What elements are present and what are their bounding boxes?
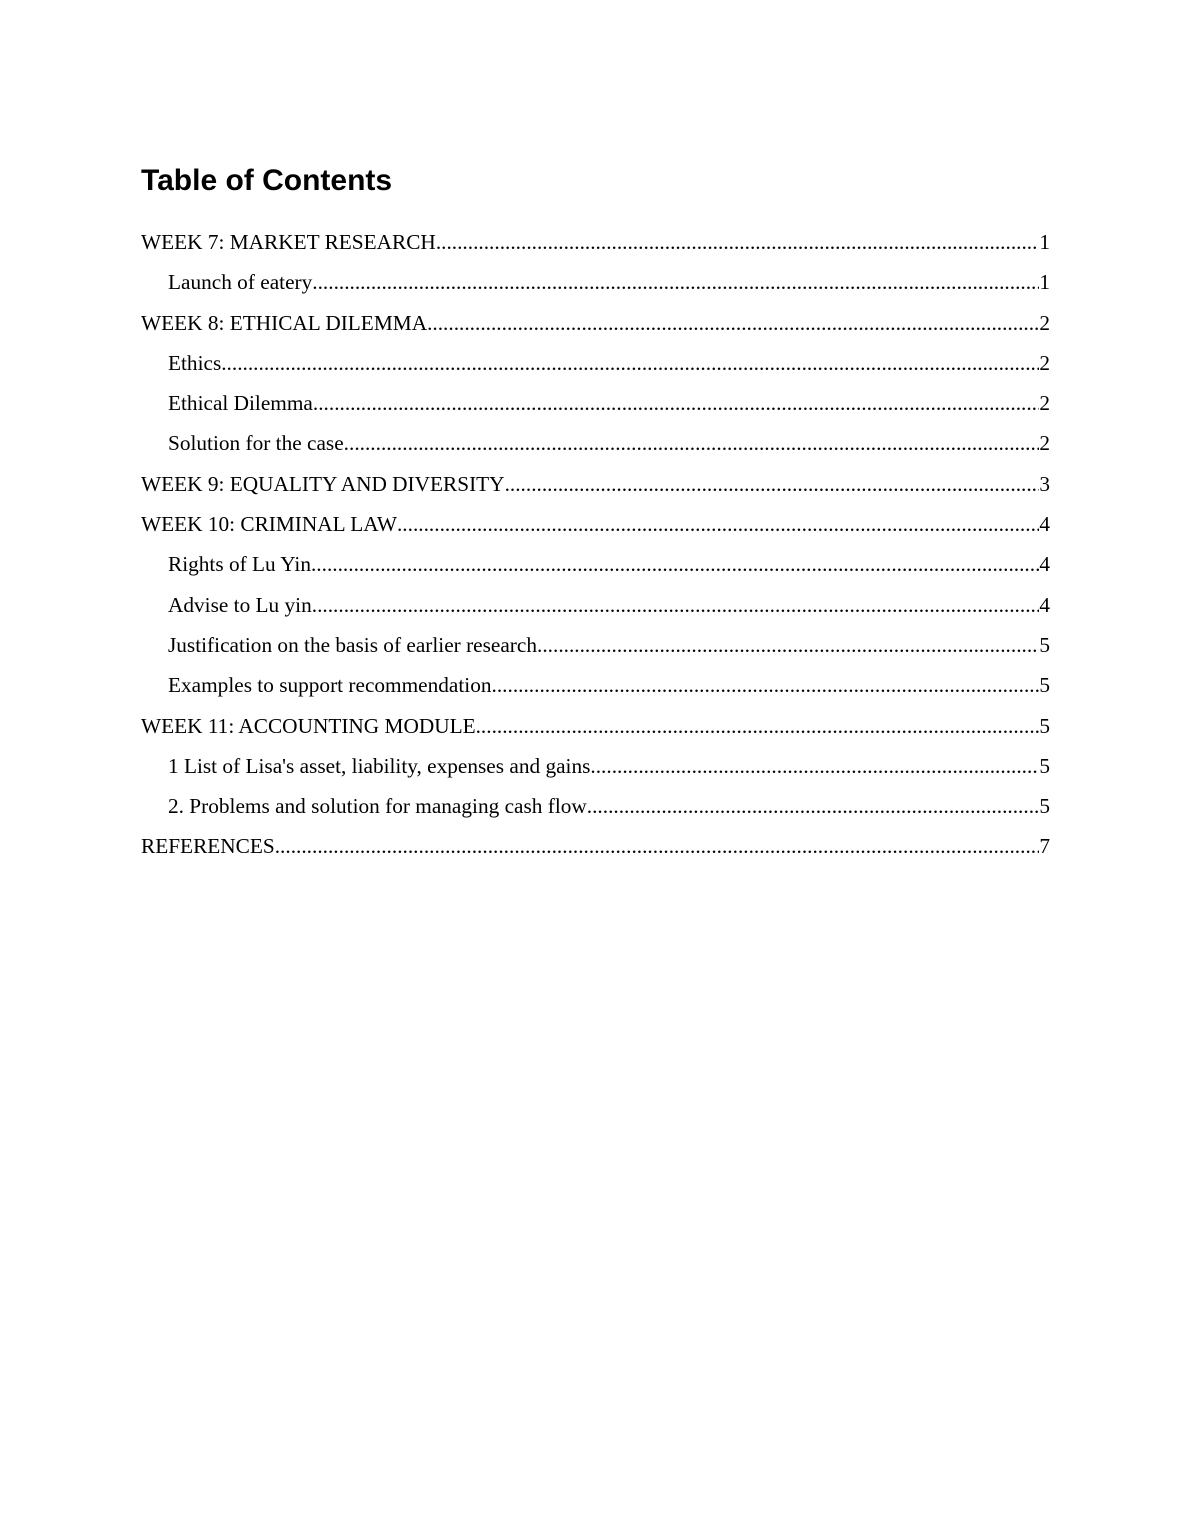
toc-entry-advise-to-lu-yin[interactable] [141,591,1050,631]
toc-entry-label: Examples to support recommendation [168,673,492,698]
toc-entry-solution-for-the-case[interactable] [141,429,1050,469]
toc-entry-label: WEEK 8: ETHICAL DILEMMA [141,310,428,335]
toc-entry-label: 1 List of Lisa's asset, liability, expenses and gains [168,753,591,778]
toc-dot-leader [476,712,1040,740]
toc-entry-week-8[interactable] [141,309,1050,349]
toc-entry-label: Advise to Lu yin [168,592,312,617]
toc-entry-page-number: 1 [1039,270,1050,295]
toc-dot-leader [427,309,1039,337]
toc-title: Table of Contents [141,164,393,197]
toc-entry-examples[interactable] [141,671,1050,711]
toc-dot-leader [492,671,1040,699]
toc-entry-justification[interactable] [141,631,1050,671]
toc-entry-page-number: 2 [1039,431,1050,456]
toc-entry-week-7[interactable] [141,228,1050,268]
toc-dot-leader [312,268,1039,296]
toc-entry-launch-of-eatery[interactable] [141,268,1050,308]
toc-entry-label: Rights of Lu Yin [168,552,311,577]
toc-entry-week-9[interactable] [141,470,1050,510]
toc-entry-label: Justification on the basis of earlier research [168,632,538,657]
toc-entry-label: Launch of eatery [168,270,313,295]
toc-entry-label: Solution for the case [168,431,344,456]
toc-entry-page-number: 4 [1039,592,1050,617]
toc-entry-rights-of-lu-yin[interactable] [141,550,1050,590]
toc-entry-page-number: 7 [1039,834,1050,859]
toc-entry-references[interactable] [141,832,1050,872]
toc-entry-list-of-lisas-assets[interactable] [141,752,1050,792]
toc-dot-leader [344,429,1040,457]
toc-entry-ethics[interactable] [141,349,1050,389]
toc-entry-week-11[interactable] [141,712,1050,752]
toc-dot-leader [313,389,1039,417]
toc-dot-leader [537,631,1039,659]
toc-entry-label: Ethical Dilemma [168,391,313,416]
toc-entry-page-number: 2 [1039,310,1050,335]
toc-entry-page-number: 2 [1039,350,1050,375]
toc-entry-label: WEEK 10: CRIMINAL LAW [141,512,397,537]
toc-entry-label: REFERENCES [141,834,275,859]
toc-entry-page-number: 4 [1039,512,1050,537]
toc-dot-leader [436,228,1040,256]
toc-entry-page-number: 5 [1039,794,1050,819]
toc-dot-leader [312,591,1040,619]
toc-entry-page-number: 3 [1039,471,1050,496]
toc-entry-problems-and-solution[interactable] [141,792,1050,832]
toc-entry-label: Ethics [168,350,222,375]
toc-dot-leader [590,752,1039,780]
toc-entry-label: WEEK 11: ACCOUNTING MODULE [141,713,476,738]
toc-dot-leader [275,832,1040,860]
toc-entry-page-number: 5 [1039,713,1050,738]
toc-entry-week-10[interactable] [141,510,1050,550]
toc-entry-page-number: 5 [1039,673,1050,698]
toc-list [141,228,1050,873]
toc-entry-page-number: 5 [1039,632,1050,657]
toc-entry-page-number: 2 [1039,391,1050,416]
toc-entry-ethical-dilemma[interactable] [141,389,1050,429]
toc-dot-leader [587,792,1040,820]
toc-entry-page-number: 1 [1039,230,1050,254]
toc-entry-page-number: 5 [1039,753,1050,778]
toc-entry-page-number: 4 [1039,552,1050,577]
toc-dot-leader [505,470,1040,498]
toc-entry-label: 2. Problems and solution for managing cash flow [168,794,587,819]
toc-dot-leader [221,349,1039,377]
toc-dot-leader [397,510,1039,538]
toc-entry-label: WEEK 7: MARKET RESEARCH [141,230,436,254]
toc-entry-label: WEEK 9: EQUALITY AND DIVERSITY [141,471,505,496]
toc-dot-leader [311,550,1039,578]
